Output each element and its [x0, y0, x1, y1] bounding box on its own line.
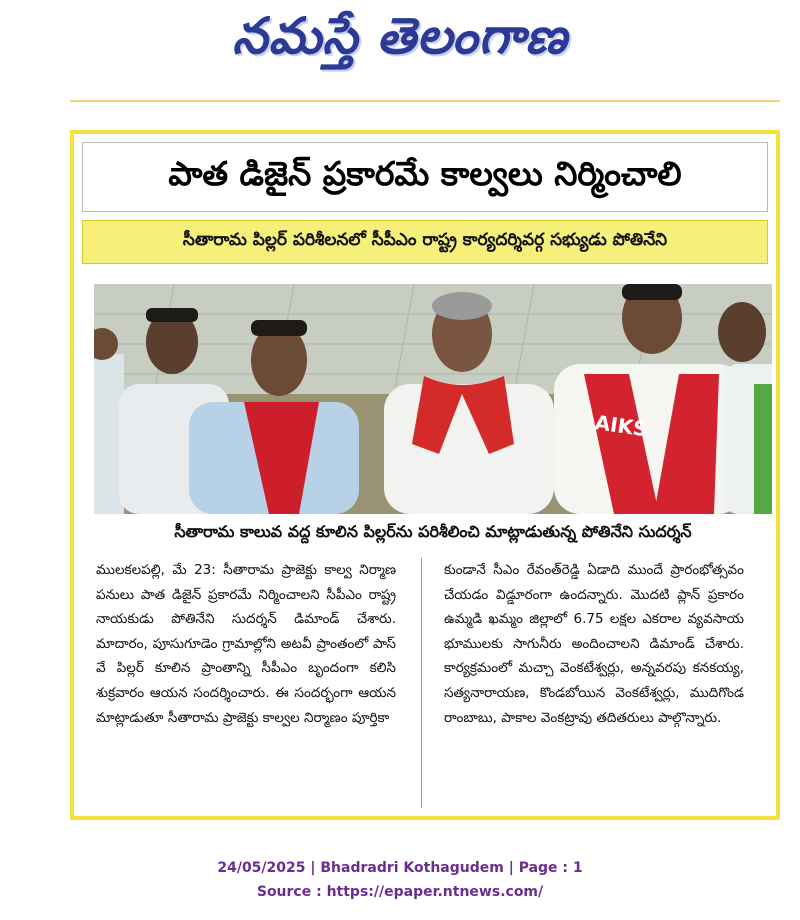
article-body-column-left: ములకలపల్లి, మే 23: సీతారామ ప్రాజెక్టు కాల్వ నిర్మాణ పనులు పాత డిజైన్ ప్రకారమే నిర్మించాలని సీపీఎం రాష్ట్ర నాయకుడు పోతినేని సుదర్శన్ డిమాండ్ చేశారు. మాదారం, పూసుగూడెం గ్రామాల్లోని అటవీ ప్రాంతంలో పాస్ వే పిల్లర్ కూలిన ప్రాంతాన్ని సీపీఎం బృందంగా కలిసి శుక్రవారం ఆయన సందర్శించారు. ఈ సందర్భంగా ఆయన మాట్లాడుతూ సీతారామ ప్రాజెక్టు కాల్వల నిర్మాణం పూర్తికా: [96, 562, 396, 726]
masthead-rule: [70, 100, 780, 102]
photo-caption: సీతారామ కాలువ వద్ద కూలిన పిల్లర్‌ను పరిశీలించి మాట్లాడుతున్న పోతినేని సుదర్శన్: [174, 521, 692, 541]
article-body-column-right: కుండానే సీఎం రేవంత్‌రెడ్డి ఏడాది ముందే ప్రారంభోత్సవం చేయడం విడ్డూరంగా ఉందన్నారు. మొదటి ప్లాన్ ప్రకారం ఉమ్మడి ఖమ్మం జిల్లాలో 6.75 లక్షల ఎకరాల వ్యవసాయ భూములకు సాగునీరు అందించాలని డిమాండ్ చేశారు. కార్యక్రమంలో మచ్చా వెంకటేశ్వర్లు, అన్నవరపు కనకయ్య, సత్యనారాయణ, కొండబోయిన వెంకటేశ్వర్లు, ముదిగొండ రాంబాబు, పాకాల వెంకట్రావు తదితరులు పాల్గొన్నారు.: [444, 562, 744, 726]
article-photo: [94, 284, 772, 514]
news-article: [70, 130, 780, 820]
footer-source-link[interactable]: Source : https://epaper.ntnews.com/: [256, 884, 544, 900]
footer-date-page: 24/05/2025 | Bhadradri Kothagudem | Page : 1: [217, 860, 583, 876]
article-subhead: సీతారామ పిల్లర్ పరిశీలనలో సీపీఎం రాష్ట్ర కార్యదర్శివర్గ సభ్యుడు పోతినేని: [82, 220, 768, 264]
banner-text: AIKS: [593, 410, 649, 442]
photo-illustration: [94, 284, 772, 514]
column-divider: [421, 558, 422, 808]
masthead: [0, 0, 800, 100]
footer: [0, 856, 800, 904]
newspaper-logo: నమస్తే తెలంగాణ: [232, 6, 568, 65]
article-headline: పాత డిజైన్ ప్రకారమే కాల్వలు నిర్మించాలి: [82, 142, 768, 212]
